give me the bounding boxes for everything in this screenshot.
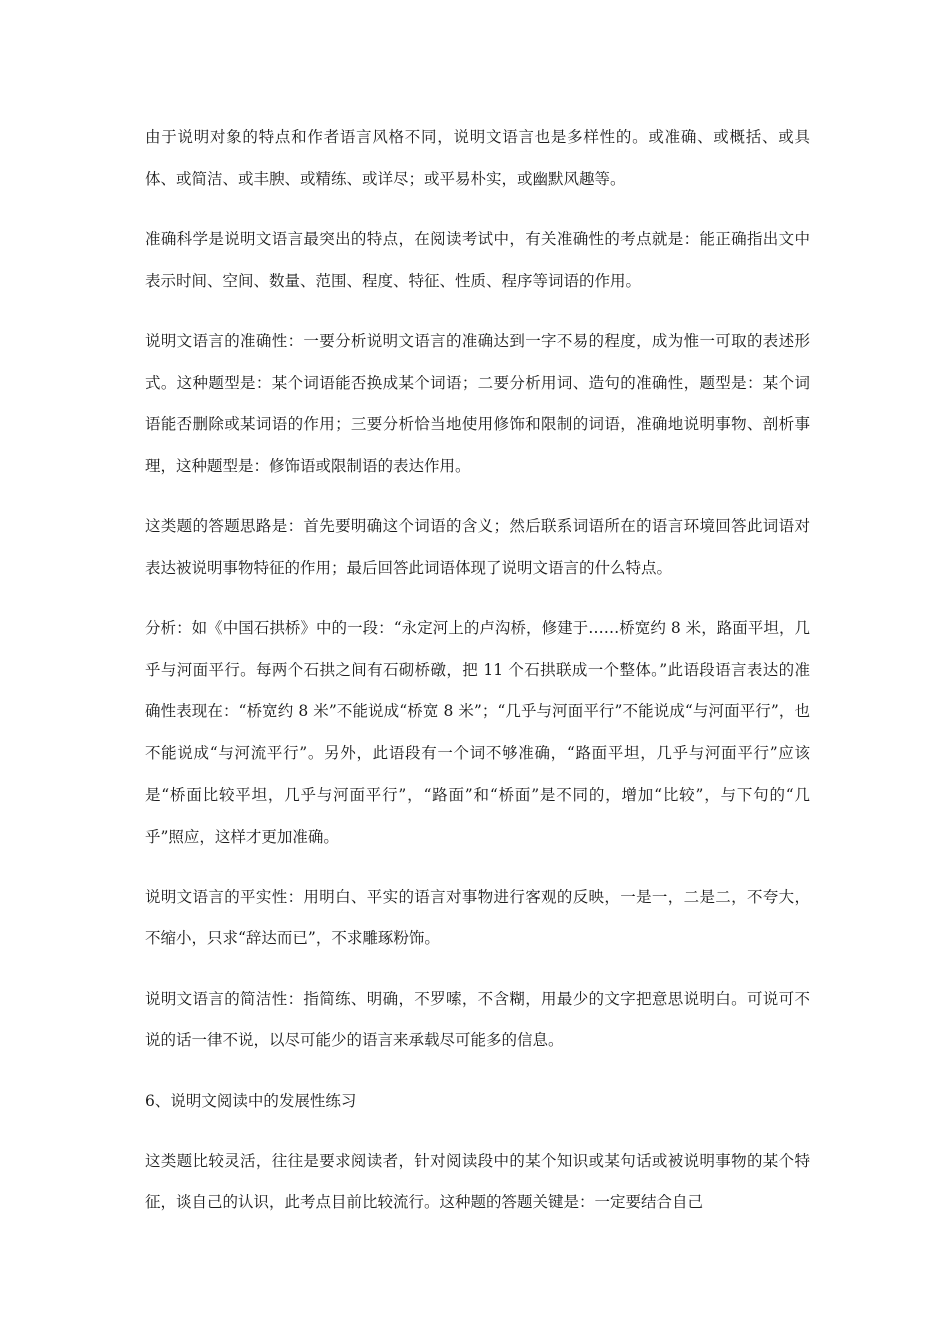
paragraph-accuracy-analysis: 说明文语言的准确性：一要分析说明文语言的准确达到一字不易的程度，成为惟一可取的表述形式。这种题型是：某个词语能否换成某个词语；二要分析用词、造句的准确性，题型是：某个词语能否删除或某词语的作用；三要分析恰当地使用修饰和限制的词语，准确地说明事物、剖析事理，这种题型是：修饰语或限制语的表达作用。 xyxy=(145,331,810,475)
paragraph-plainness: 说明文语言的平实性：用明白、平实的语言对事物进行客观的反映，一是一，二是二，不夸大，不缩小，只求“辞达而已”，不求雕琢粉饰。 xyxy=(145,887,810,948)
paragraph-language-diversity: 由于说明对象的特点和作者语言风格不同，说明文语言也是多样性的。或准确、或概括、或具体、或简洁、或丰腴、或精练、或详尽；或平易朴实，或幽默风趣等。 xyxy=(145,128,810,188)
section-heading: 6、说明文阅读中的发展性练习 xyxy=(145,1091,357,1110)
paragraph-conciseness: 说明文语言的简洁性：指简练、明确，不罗嗦，不含糊，用最少的文字把意思说明白。可说可不说的话一律不说，以尽可能少的语言来承载尽可能多的信息。 xyxy=(145,989,810,1050)
paragraph-answer-approach: 这类题的答题思路是：首先要明确这个词语的含义；然后联系词语所在的语言环境回答此词语对表达被说明事物特征的作用；最后回答此词语体现了说明文语言的什么特点。 xyxy=(145,517,810,577)
paragraph-accuracy-feature: 准确科学是说明文语言最突出的特点，在阅读考试中，有关准确性的考点就是：能正确指出文中表示时间、空间、数量、范围、程度、特征、性质、程序等词语的作用。 xyxy=(145,229,810,290)
document-body xyxy=(145,117,810,1243)
paragraph-example-analysis: 分析：如《中国石拱桥》中的一段：“永定河上的卢沟桥，修建于……桥宽约 8 米，路面平坦，几乎与河面平行。每两个石拱之间有石砌桥礅，把 11 个石拱联成一个整体。”此语段语言表达的准确性表现在：“桥宽约 8 米”不能说成“桥宽 8 米”；“几乎与河面平行”不能说成“与河面平行”，也不能说成“与河流平行”。另外，此语段有一个词不够准确，“路面平坦，几乎与河面平行”应该是“桥面比较平坦，几乎与河面平行”，“路面”和“桥面”是不同的，增加“比较”，与下句的“几乎”照应，这样才更加准确。 xyxy=(145,619,810,846)
paragraph-development-exercise: 这类题比较灵活，往往是要求阅读者，针对阅读段中的某个知识或某句话或被说明事物的某个特征，谈自己的认识，此考点目前比较流行。这种题的答题关键是：一定要结合自己 xyxy=(145,1151,810,1212)
